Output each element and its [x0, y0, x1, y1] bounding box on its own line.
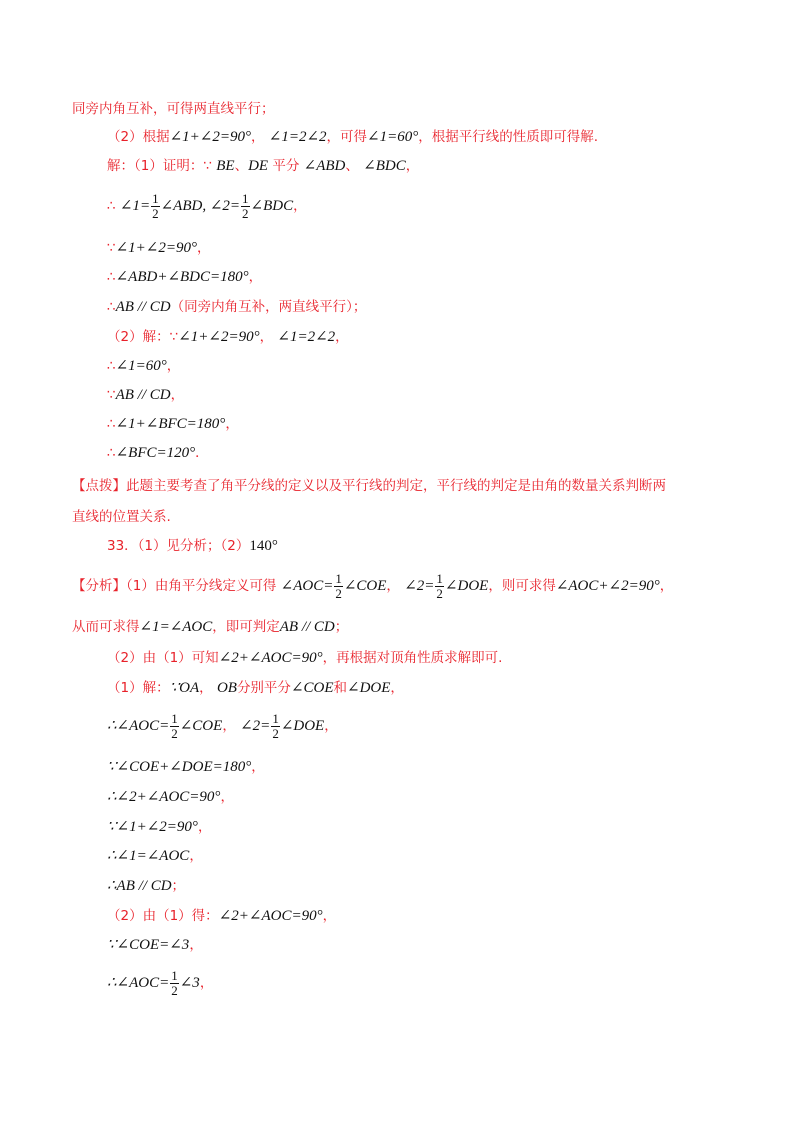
- line-27: ∵∠COE=∠3，: [107, 937, 203, 953]
- line-23: ∵∠1+∠2=90°，: [107, 819, 212, 835]
- fraction: $\frac{1}{2}$: [272, 710, 279, 741]
- line-11: ∴∠1+∠BFC=180°，: [107, 416, 239, 432]
- line-6: ∴∠ABD+∠BDC=180°，: [107, 269, 263, 285]
- line-24: ∴∠1=∠AOC，: [107, 848, 203, 864]
- line-4: ∴ ∠1= $\frac{1}{2}$ ∠ABD, ∠2= $\frac{1}{2}$ ∠BDC，: [107, 190, 307, 221]
- line-21: ∵∠COE+∠DOE=180°，: [107, 759, 265, 775]
- line-20: ∴∠AOC= $\frac{1}{2}$ ∠COE， ∠2= $\frac{1}{2}$ ∠DOE，: [107, 710, 338, 741]
- fraction: $\frac{1}{2}$: [436, 570, 443, 601]
- line-22: ∴∠2+∠AOC=90°，: [107, 789, 234, 805]
- fraction: $\frac{1}{2}$: [335, 570, 342, 601]
- line-5: ∵∠1+∠2=90°，: [107, 240, 211, 256]
- line-15: 33．（1）见分析；（2）140°: [107, 538, 278, 554]
- fraction: $\frac{1}{2}$: [171, 710, 178, 741]
- line-2: （2）根据∠1+∠2=90°， ∠1=2∠2，可得∠1=60°，根据平行线的性质即可得解.: [107, 129, 599, 145]
- line-9: ∴∠1=60°，: [107, 358, 181, 374]
- line-8: （2）解：∵∠1+∠2=90°， ∠1=2∠2，: [107, 329, 349, 345]
- line-16: 【分析】（1）由角平分线定义可得 ∠AOC= $\frac{1}{2}$ ∠COE， ∠2= $\frac{1}{2}$ ∠DOE，则可求得∠AOC+∠2=90°，: [72, 570, 674, 601]
- line-19: （1）解：∵OA， OB分别平分∠COE和∠DOE，: [107, 680, 404, 696]
- line-10: ∵AB // CD，: [107, 387, 185, 403]
- line-3: 解：（1）证明：∵ BE、DE 平分 ∠ABD、 ∠BDC，: [107, 158, 420, 174]
- line-28: ∴∠AOC= $\frac{1}{2}$ ∠3，: [107, 967, 214, 998]
- line-13: 【点拨】此题主要考查了角平分线的定义以及平行线的判定，平行线的判定是由角的数量关系判断两: [72, 478, 666, 494]
- line-18: （2）由（1）可知∠2+∠AOC=90°，再根据对顶角性质求解即可.: [107, 650, 503, 666]
- fraction: $\frac{1}{2}$: [152, 190, 159, 221]
- line-12: ∴∠BFC=120°．: [107, 445, 209, 461]
- line-7: ∴AB // CD（同旁内角互补，两直线平行）；: [107, 299, 367, 315]
- fraction: $\frac{1}{2}$: [171, 967, 178, 998]
- fraction: $\frac{1}{2}$: [242, 190, 249, 221]
- line-17: 从而可求得∠1=∠AOC，即可判定AB // CD；: [72, 619, 349, 635]
- line-1: 同旁内角互补，可得两直线平行；: [72, 101, 275, 117]
- line-26: （2）由（1）得：∠2+∠AOC=90°，: [107, 908, 337, 924]
- line-25: ∴AB // CD；: [107, 878, 186, 894]
- line-14: 直线的位置关系.: [72, 509, 171, 525]
